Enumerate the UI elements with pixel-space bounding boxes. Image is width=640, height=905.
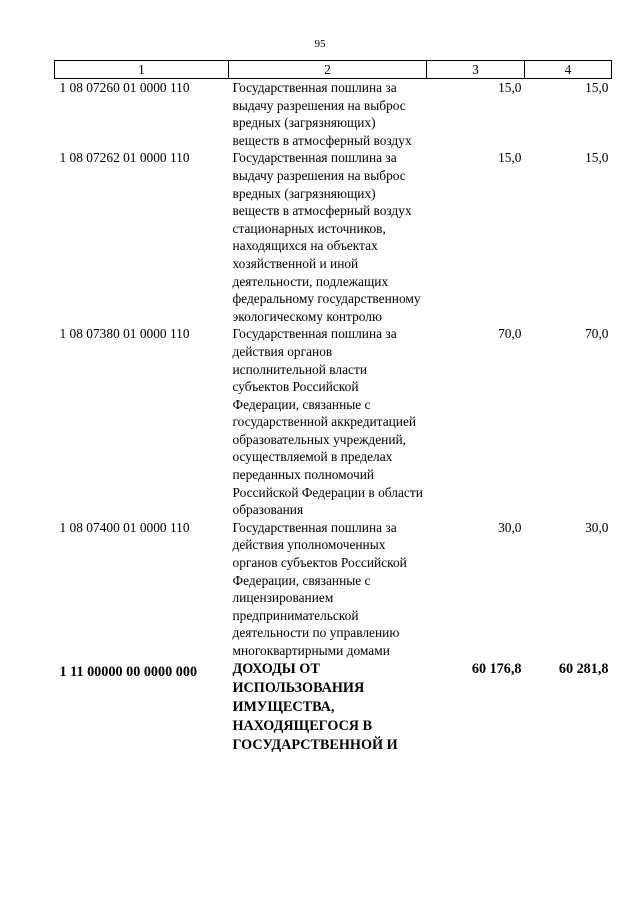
amount-col4: 60 281,8 [558,660,609,677]
revenue-table [54,60,612,755]
amount-col4: 15,0 [585,150,609,166]
table-header-row [55,61,612,79]
table-row [55,325,612,519]
table-row-section-total [55,660,612,755]
budget-code: 1 08 07380 01 0000 110 [59,326,190,342]
budget-code: 1 08 07260 01 0000 110 [59,80,190,95]
amount-col3: 15,0 [498,80,522,95]
column-header-2: 2 [229,61,427,79]
column-header-1: 1 [55,61,229,79]
revenue-name: Государственная пошлина за действия уполномоченных органов субъектов Российской Федерации, связанные с лицензированием предпринимательской деятельности по управлению многоквартирными домами [232,519,407,658]
amount-col3: 15,0 [498,150,522,166]
amount-col3: 60 176,8 [471,660,522,677]
amount-col3: 30,0 [498,519,522,535]
revenue-name: Государственная пошлина за выдачу разрешения на выброс вредных (загрязняющих) веществ в атмосферный воздух [232,80,412,148]
amount-col4: 15,0 [585,80,609,95]
table-row [55,79,612,150]
amount-col4: 70,0 [585,326,609,342]
budget-code: 1 08 07400 01 0000 110 [59,519,190,535]
column-header-4: 4 [525,61,612,79]
revenue-name: Государственная пошлина за действия органов исполнительной власти субъектов Российской Федерации, связанные с государственной аккредитацией образовательных учреждений, осуществляемой в пределах переданных полномочий Российской Федерации в области образования [232,326,423,518]
budget-code: 1 08 07262 01 0000 110 [59,150,190,166]
amount-col4: 30,0 [585,519,609,535]
table-row [55,149,612,325]
table-row [55,519,612,660]
amount-col3: 70,0 [498,326,522,342]
page-number: 95 [314,38,326,50]
column-header-3: 3 [427,61,525,79]
revenue-name: ДОХОДЫ ОТ ИСПОЛЬЗОВАНИЯ ИМУЩЕСТВА, НАХОДЯЩЕГОСЯ В ГОСУДАРСТВЕННОЙ И [232,660,398,753]
revenue-name: Государственная пошлина за выдачу разрешения на выброс вредных (загрязняющих) веществ в атмосферный воздух стационарных источников, находящихся на объектах хозяйственной и иной деятельности, подлежащих федеральному государственному экологическому контролю [232,150,421,324]
budget-code: 1 11 00000 00 0000 000 [59,663,198,680]
